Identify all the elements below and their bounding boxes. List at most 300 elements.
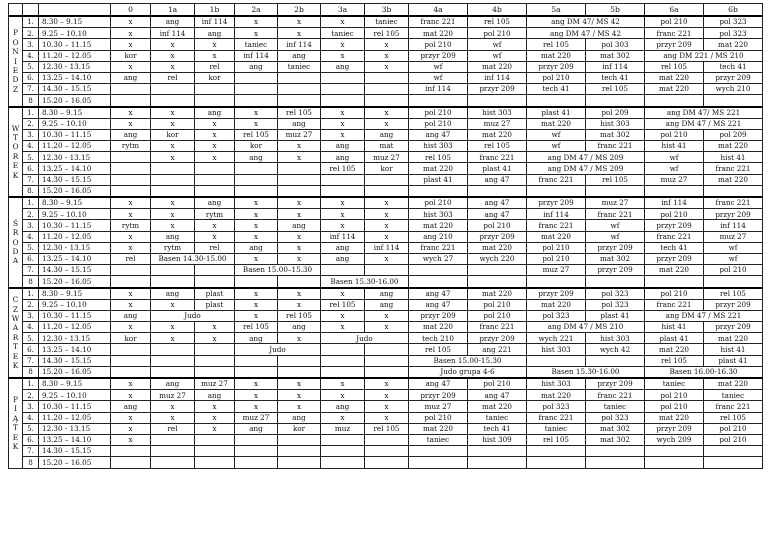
lesson-cell: pol 210: [645, 390, 704, 401]
lesson-cell: mat 302: [586, 434, 645, 445]
lesson-cell: wf: [409, 72, 468, 83]
table-row: [9, 457, 763, 468]
lesson-cell: mat 220: [468, 401, 527, 412]
lesson-cell: [527, 276, 586, 288]
lesson-cell: plast 41: [645, 333, 704, 344]
corner-cell: [39, 4, 111, 17]
lesson-cell: przyr 209: [645, 220, 704, 231]
lesson-cell: x: [365, 39, 409, 50]
lesson-cell: ang: [195, 197, 235, 209]
lesson-cell: rel 105: [235, 129, 278, 140]
table-row: [9, 299, 763, 310]
lesson-cell: pol 210: [527, 72, 586, 83]
lesson-cell: x: [195, 39, 235, 50]
lesson-cell: x: [151, 141, 195, 152]
lesson-cell: [235, 434, 278, 445]
lesson-cell: pol 210: [645, 129, 704, 140]
lesson-time: 12.30 - 13.15: [39, 152, 111, 163]
lesson-number: 3.: [23, 310, 39, 321]
lesson-cell: kor: [278, 423, 321, 434]
lesson-cell: franc 221: [704, 163, 763, 174]
lesson-cell: pol 210: [409, 118, 468, 129]
lesson-number: 2.: [23, 299, 39, 310]
lesson-cell: ang: [278, 118, 321, 129]
lesson-cell: ang 47: [468, 390, 527, 401]
lesson-cell: [365, 84, 409, 95]
lesson-number: 7.: [23, 446, 39, 457]
lesson-cell: x: [111, 28, 151, 39]
lesson-cell: pol 210: [468, 28, 527, 39]
lesson-cell: rel 105: [468, 141, 527, 152]
lesson-cell: x: [195, 50, 235, 61]
lesson-cell: przyr 209: [586, 242, 645, 253]
lesson-cell: mat 220: [468, 61, 527, 72]
lesson-cell: [704, 276, 763, 288]
lesson-cell: [195, 276, 235, 288]
lesson-cell: [365, 344, 409, 355]
lesson-cell: ang: [278, 412, 321, 423]
lesson-cell: franc 221: [704, 401, 763, 412]
lesson-cell: [409, 276, 468, 288]
lesson-cell: [151, 174, 195, 185]
lesson-cell: taniec: [645, 378, 704, 390]
lesson-cell: muz 27: [645, 174, 704, 185]
lesson-cell: ang: [195, 28, 235, 39]
lesson-number: 7.: [23, 174, 39, 185]
lesson-cell: wf: [645, 163, 704, 174]
lesson-cell: rel 105: [321, 163, 365, 174]
lesson-number: 5.: [23, 242, 39, 253]
lesson-cell: mat: [365, 141, 409, 152]
lesson-cell: mat 220: [527, 299, 586, 310]
lesson-cell: x: [111, 288, 151, 300]
lesson-cell: ang: [235, 333, 278, 344]
lesson-cell: franc 221: [586, 209, 645, 220]
lesson-cell: [151, 84, 195, 95]
lesson-number: 5.: [23, 423, 39, 434]
lesson-cell: [278, 174, 321, 185]
lesson-number: 5.: [23, 61, 39, 72]
lesson-cell: franc 221: [586, 141, 645, 152]
lesson-cell: muz 27: [365, 152, 409, 163]
lesson-cell: x: [111, 412, 151, 423]
lesson-cell: [151, 446, 195, 457]
table-row: [9, 174, 763, 185]
lesson-cell: pol 210: [409, 39, 468, 50]
lesson-cell: plast 41: [586, 310, 645, 321]
lesson-cell: [365, 185, 409, 197]
lesson-cell: przyr 209: [704, 322, 763, 333]
lesson-number: 2.: [23, 118, 39, 129]
lesson-cell: tech 41: [704, 61, 763, 72]
lesson-cell: pol 209: [586, 107, 645, 119]
lesson-time: 15.20 – 16.05: [39, 185, 111, 197]
lesson-cell: rel 105: [365, 28, 409, 39]
lesson-cell: franc 221: [704, 197, 763, 209]
lesson-cell: rel: [111, 253, 151, 264]
lesson-cell: x: [151, 39, 195, 50]
lesson-cell: [321, 72, 365, 83]
lesson-cell: x: [235, 299, 278, 310]
lesson-cell: mat 302: [586, 423, 645, 434]
day-label: C Z W A R T E K: [9, 288, 23, 379]
lesson-time: 8.30 – 9.15: [39, 378, 111, 390]
lesson-cell: ang 47: [468, 209, 527, 220]
lesson-cell: rel 105: [586, 174, 645, 185]
lesson-cell: franc 221: [409, 16, 468, 28]
lesson-time: 8.30 – 9.15: [39, 16, 111, 28]
lesson-time: 14.30 – 15.15: [39, 446, 111, 457]
lesson-cell: ang DM 47 / MS 221: [645, 118, 763, 129]
lesson-cell: muz 27: [468, 118, 527, 129]
lesson-cell: [468, 265, 527, 276]
lesson-cell: przyr 209: [645, 423, 704, 434]
lesson-cell: x: [365, 197, 409, 209]
lesson-cell: rel 105: [527, 434, 586, 445]
lesson-cell: mat 220: [468, 242, 527, 253]
lesson-time: 12.30 - 13.15: [39, 61, 111, 72]
lesson-cell: inf 114: [151, 28, 195, 39]
lesson-time: 13.25 – 14.10: [39, 434, 111, 445]
lesson-cell: wych 209: [645, 434, 704, 445]
lesson-cell: inf 114: [645, 197, 704, 209]
lesson-cell: kor: [195, 72, 235, 83]
lesson-cell: pol 210: [409, 197, 468, 209]
lesson-cell: taniec: [409, 434, 468, 445]
lesson-cell: ang DM 47 / MS 209: [527, 152, 645, 163]
lesson-number: 1.: [23, 16, 39, 28]
lesson-cell: x: [111, 390, 151, 401]
lesson-cell: [151, 344, 195, 355]
lesson-cell: x: [365, 220, 409, 231]
lesson-cell: x: [151, 118, 195, 129]
lesson-number: 2.: [23, 209, 39, 220]
class-header: 5a: [527, 4, 586, 17]
lesson-cell: przyr 209: [468, 231, 527, 242]
lesson-cell: x: [365, 61, 409, 72]
lesson-cell: wf: [527, 141, 586, 152]
lesson-cell: franc 221: [527, 174, 586, 185]
lesson-cell: mat 220: [468, 129, 527, 140]
lesson-cell: [111, 446, 151, 457]
lesson-cell: [195, 84, 235, 95]
lesson-cell: plast 41: [704, 355, 763, 366]
lesson-cell: [468, 457, 527, 468]
lesson-number: 4.: [23, 50, 39, 61]
lesson-cell: [527, 457, 586, 468]
lesson-cell: franc 221: [409, 242, 468, 253]
lesson-cell: inf 114: [409, 84, 468, 95]
table-row: [9, 253, 763, 264]
timetable-grid: [8, 3, 763, 469]
lesson-cell: x: [111, 209, 151, 220]
lesson-cell: franc 221: [468, 152, 527, 163]
lesson-cell: kor: [365, 163, 409, 174]
lesson-cell: rel 105: [321, 299, 365, 310]
lesson-cell: pol 210: [645, 209, 704, 220]
lesson-cell: Judo: [151, 310, 235, 321]
table-row: [9, 344, 763, 355]
lesson-cell: x: [321, 322, 365, 333]
lesson-time: 14.30 – 15.15: [39, 84, 111, 95]
lesson-cell: przyr 209: [527, 61, 586, 72]
lesson-cell: taniec: [468, 412, 527, 423]
lesson-cell: przyr 209: [645, 39, 704, 50]
lesson-cell: mat 302: [586, 253, 645, 264]
table-row: [9, 107, 763, 119]
lesson-cell: mat 220: [645, 412, 704, 423]
lesson-cell: rel 105: [409, 152, 468, 163]
lesson-cell: ang: [321, 141, 365, 152]
lesson-cell: [195, 185, 235, 197]
header-row: [9, 4, 763, 17]
lesson-time: 14.30 – 15.15: [39, 355, 111, 366]
lesson-cell: kor: [235, 141, 278, 152]
lesson-cell: [111, 174, 151, 185]
lesson-cell: taniec: [365, 16, 409, 28]
lesson-cell: przyr 209: [409, 390, 468, 401]
lesson-cell: franc 221: [645, 299, 704, 310]
day-label: W T O R E K: [9, 107, 23, 198]
lesson-cell: x: [278, 209, 321, 220]
lesson-cell: [704, 185, 763, 197]
lesson-cell: rel: [195, 61, 235, 72]
table-row: [9, 265, 763, 276]
lesson-cell: x: [278, 141, 321, 152]
lesson-number: 5.: [23, 333, 39, 344]
lesson-cell: [235, 276, 278, 288]
lesson-cell: [468, 95, 527, 107]
lesson-cell: [151, 355, 195, 366]
lesson-cell: [111, 95, 151, 107]
lesson-cell: x: [365, 231, 409, 242]
lesson-cell: ang DM 47/ MS 221: [645, 107, 763, 119]
lesson-cell: x: [195, 231, 235, 242]
lesson-cell: [409, 457, 468, 468]
lesson-cell: przyr 209: [527, 197, 586, 209]
lesson-cell: przyr 209: [586, 378, 645, 390]
lesson-cell: pol 210: [704, 265, 763, 276]
lesson-cell: Basen 15.00-15.30: [409, 355, 527, 366]
lesson-cell: mat 220: [704, 333, 763, 344]
lesson-cell: ang DM 47 / MS 221: [645, 310, 763, 321]
lesson-cell: ang 47: [409, 299, 468, 310]
lesson-cell: x: [195, 118, 235, 129]
lesson-number: 1.: [23, 107, 39, 119]
lesson-cell: rel 105: [586, 84, 645, 95]
lesson-time: 15.20 – 16.05: [39, 366, 111, 378]
lesson-cell: [195, 457, 235, 468]
lesson-cell: [278, 446, 321, 457]
day-label: P I Ą T E K: [9, 378, 23, 468]
lesson-cell: muz 27: [278, 129, 321, 140]
table-row: [9, 220, 763, 231]
lesson-cell: x: [278, 390, 321, 401]
lesson-cell: pol 323: [586, 288, 645, 300]
lesson-cell: [645, 457, 704, 468]
lesson-cell: pol 210: [645, 16, 704, 28]
lesson-number: 8: [23, 366, 39, 378]
lesson-number: 2.: [23, 390, 39, 401]
lesson-cell: wych 27: [409, 253, 468, 264]
lesson-cell: x: [195, 423, 235, 434]
lesson-cell: ang 210: [409, 231, 468, 242]
lesson-cell: hist 303: [468, 107, 527, 119]
lesson-cell: [704, 446, 763, 457]
lesson-cell: [151, 185, 195, 197]
lesson-cell: Basen 15.30-16.00: [527, 366, 645, 378]
lesson-cell: [111, 457, 151, 468]
class-header: 4a: [409, 4, 468, 17]
lesson-number: 6.: [23, 253, 39, 264]
lesson-cell: x: [151, 299, 195, 310]
table-row: [9, 390, 763, 401]
lesson-time: 8.30 – 9.15: [39, 107, 111, 119]
lesson-cell: x: [235, 28, 278, 39]
lesson-cell: [409, 185, 468, 197]
lesson-number: 5.: [23, 152, 39, 163]
lesson-time: 10.30 – 11.15: [39, 220, 111, 231]
lesson-cell: Basen 15.30-16.00: [321, 276, 409, 288]
lesson-cell: [645, 446, 704, 457]
lesson-cell: hist 303: [409, 141, 468, 152]
lesson-cell: [278, 95, 321, 107]
table-row: [9, 141, 763, 152]
table-row: [9, 231, 763, 242]
lesson-cell: pol 210: [645, 401, 704, 412]
lesson-cell: [586, 446, 645, 457]
table-row: [9, 129, 763, 140]
table-row: [9, 118, 763, 129]
lesson-cell: [704, 457, 763, 468]
lesson-cell: x: [151, 61, 195, 72]
lesson-cell: [151, 457, 195, 468]
lesson-cell: x: [111, 16, 151, 28]
lesson-cell: pol 323: [586, 412, 645, 423]
lesson-cell: x: [235, 390, 278, 401]
lesson-cell: [365, 446, 409, 457]
lesson-cell: ang DM 47 / MS 210: [527, 322, 645, 333]
lesson-cell: rel 105: [278, 310, 321, 321]
lesson-time: 10.30 – 11.15: [39, 129, 111, 140]
lesson-cell: x: [111, 197, 151, 209]
lesson-cell: [365, 95, 409, 107]
table-row: [9, 355, 763, 366]
lesson-cell: pol 323: [704, 16, 763, 28]
lesson-cell: rel: [151, 72, 195, 83]
lesson-cell: pol 323: [704, 28, 763, 39]
lesson-cell: x: [151, 412, 195, 423]
lesson-cell: [151, 434, 195, 445]
lesson-cell: rel 105: [278, 107, 321, 119]
lesson-cell: x: [321, 412, 365, 423]
lesson-cell: ang: [111, 72, 151, 83]
lesson-cell: ang: [111, 129, 151, 140]
lesson-cell: [235, 163, 278, 174]
lesson-cell: muz 27: [527, 265, 586, 276]
lesson-cell: hist 303: [586, 118, 645, 129]
lesson-time: 14.30 – 15.15: [39, 265, 111, 276]
lesson-number: 4.: [23, 141, 39, 152]
lesson-cell: [151, 276, 195, 288]
lesson-cell: przyr 209: [527, 288, 586, 300]
lesson-cell: Judo grupa 4-6: [409, 366, 527, 378]
lesson-number: 7.: [23, 84, 39, 95]
lesson-cell: x: [151, 220, 195, 231]
lesson-cell: przyr 209: [468, 84, 527, 95]
lesson-cell: [468, 185, 527, 197]
lesson-cell: [278, 185, 321, 197]
lesson-cell: mat 302: [586, 50, 645, 61]
lesson-cell: x: [111, 378, 151, 390]
lesson-cell: [468, 446, 527, 457]
lesson-cell: inf 114: [527, 209, 586, 220]
lesson-cell: x: [235, 378, 278, 390]
lesson-cell: wf: [468, 39, 527, 50]
lesson-cell: pol 303: [586, 39, 645, 50]
lesson-cell: pol 210: [409, 412, 468, 423]
lesson-cell: x: [195, 401, 235, 412]
table-row: [9, 84, 763, 95]
lesson-cell: przyr 209: [704, 72, 763, 83]
lesson-number: 6.: [23, 163, 39, 174]
lesson-cell: [235, 446, 278, 457]
lesson-cell: [468, 276, 527, 288]
lesson-cell: pol 210: [468, 220, 527, 231]
lesson-cell: x: [365, 378, 409, 390]
table-row: [9, 95, 763, 107]
lesson-cell: hist 303: [527, 378, 586, 390]
lesson-cell: ang: [278, 220, 321, 231]
lesson-cell: rel 105: [468, 16, 527, 28]
lesson-cell: Judo: [321, 333, 409, 344]
lesson-cell: ang 47: [468, 174, 527, 185]
lesson-time: 9.25 – 10.10: [39, 28, 111, 39]
lesson-cell: inf 114: [365, 242, 409, 253]
lesson-cell: muz 27: [195, 378, 235, 390]
lesson-cell: rel 105: [704, 288, 763, 300]
table-row: [9, 366, 763, 378]
lesson-cell: [278, 366, 321, 378]
lesson-cell: plast 41: [468, 163, 527, 174]
lesson-time: 12.30 - 13.15: [39, 423, 111, 434]
lesson-cell: [704, 95, 763, 107]
lesson-number: 1.: [23, 197, 39, 209]
lesson-cell: [195, 434, 235, 445]
day-label: Ś R O D A: [9, 197, 23, 288]
lesson-cell: mat 220: [468, 288, 527, 300]
lesson-cell: [111, 265, 151, 276]
lesson-cell: [586, 355, 645, 366]
lesson-time: 8.30 – 9.15: [39, 197, 111, 209]
lesson-cell: [645, 185, 704, 197]
lesson-cell: hist 41: [645, 322, 704, 333]
lesson-cell: ang 47: [409, 129, 468, 140]
lesson-cell: ang: [235, 152, 278, 163]
lesson-cell: mat 220: [409, 423, 468, 434]
lesson-cell: przyr 209: [409, 50, 468, 61]
lesson-cell: mat 220: [527, 231, 586, 242]
lesson-cell: [151, 265, 195, 276]
lesson-cell: mat 220: [409, 220, 468, 231]
table-row: [9, 242, 763, 253]
lesson-cell: x: [278, 16, 321, 28]
lesson-time: 14.30 – 15.15: [39, 174, 111, 185]
lesson-cell: x: [278, 333, 321, 344]
lesson-cell: ang: [151, 378, 195, 390]
lesson-cell: ang: [321, 401, 365, 412]
lesson-cell: muz 27: [704, 231, 763, 242]
